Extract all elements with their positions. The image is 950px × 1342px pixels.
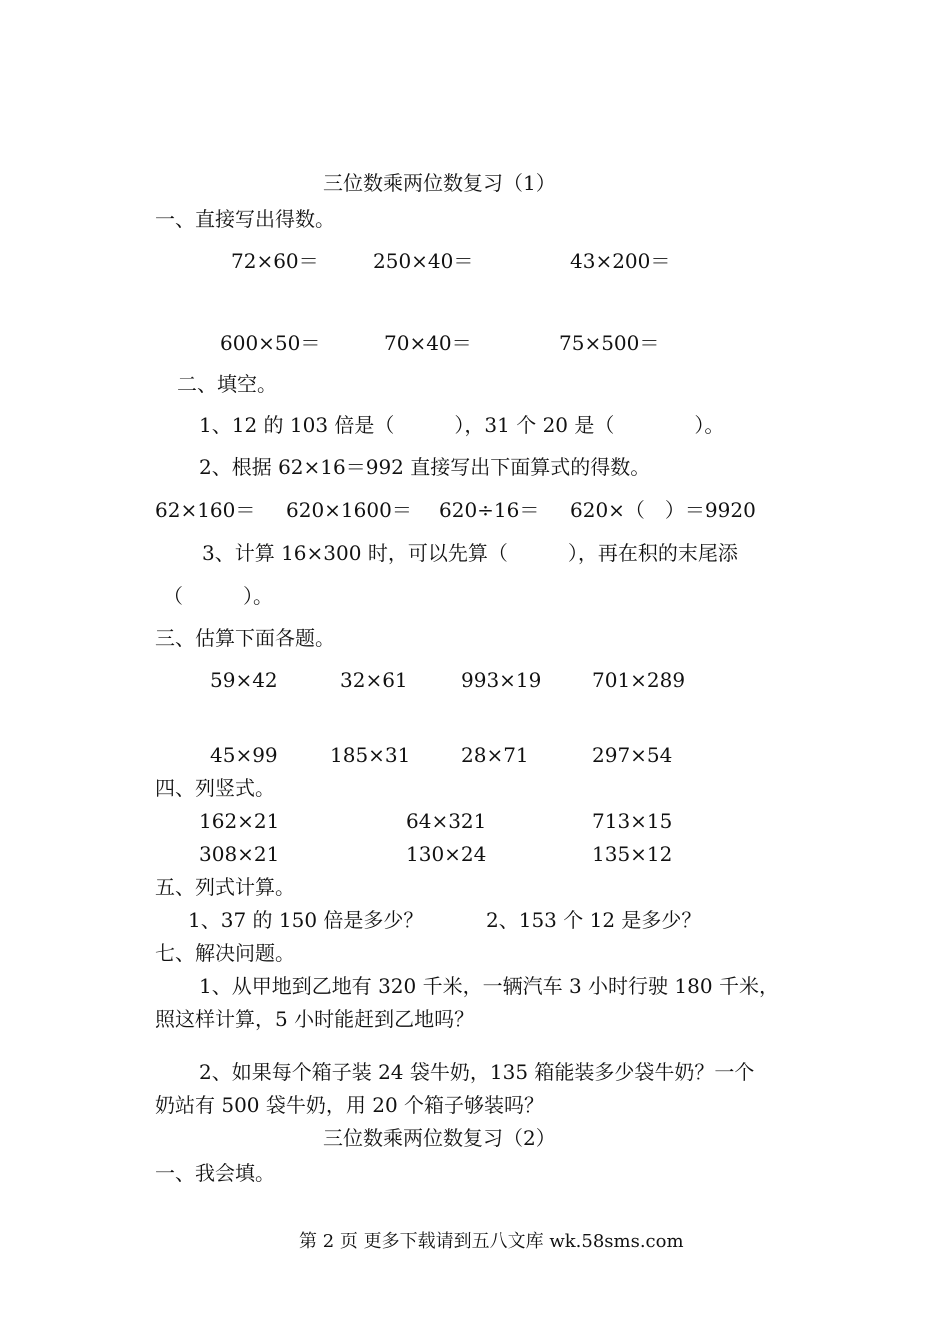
section-3-heading: 三、估算下面各题。: [155, 626, 335, 650]
oral-calc-item: 70×40＝: [384, 331, 472, 355]
problem-1-line-1: 1、从甲地到乙地有 320 千米，一辆汽车 3 小时行驶 180 千米，: [199, 974, 779, 998]
page-title-1: 三位数乘两位数复习（1）: [323, 171, 556, 195]
oral-calc-item: 72×60＝: [231, 249, 319, 273]
estimate-item: 701×289: [592, 668, 686, 692]
section-heading-fill: 一、我会填。: [155, 1161, 275, 1185]
formula-question-2: 2、153 个 12 是多少？: [486, 908, 702, 932]
problem-2-line-2: 奶站有 500 袋牛奶，用 20 个箱子够装吗？: [155, 1093, 545, 1117]
vertical-calc-item: 308×21: [199, 842, 280, 866]
estimate-item: 59×42: [210, 668, 278, 692]
estimate-item: 297×54: [592, 743, 673, 767]
oral-calc-item: 250×40＝: [373, 249, 474, 273]
vertical-calc-item: 135×12: [592, 842, 673, 866]
fill-item: 62×160＝: [155, 498, 256, 522]
fill-question-2: 2、根据 62×16＝992 直接写出下面算式的得数。: [199, 455, 651, 479]
section-4-heading: 四、列竖式。: [155, 776, 275, 800]
fill-question-1: 1、12 的 103 倍是（ ），31 个 20 是（ ）。: [199, 413, 725, 437]
estimate-item: 993×19: [461, 668, 542, 692]
fill-item: 620×1600＝: [286, 498, 412, 522]
fill-question-3: 3、计算 16×300 时，可以先算（ ），再在积的末尾添: [202, 541, 738, 565]
fill-question-3-continued: （ ）。: [163, 584, 273, 608]
problem-2-line-1: 2、如果每个箱子装 24 袋牛奶，135 箱能装多少袋牛奶？一个: [199, 1060, 755, 1084]
section-5-heading: 五、列式计算。: [155, 875, 295, 899]
problem-1-line-2: 照这样计算，5 小时能赶到乙地吗？: [155, 1007, 475, 1031]
section-2-heading: 二、填空。: [177, 372, 277, 396]
page-footer: 第 2 页 更多下载请到五八文库 wk.58sms.com: [299, 1231, 684, 1252]
estimate-item: 45×99: [210, 743, 278, 767]
fill-item: 620÷16＝: [439, 498, 540, 522]
formula-question-1: 1、37 的 150 倍是多少？: [188, 908, 424, 932]
vertical-calc-item: 162×21: [199, 809, 280, 833]
estimate-item: 32×61: [340, 668, 408, 692]
estimate-item: 185×31: [330, 743, 411, 767]
vertical-calc-item: 713×15: [592, 809, 673, 833]
vertical-calc-item: 64×321: [406, 809, 487, 833]
section-7-heading: 七、解决问题。: [155, 941, 295, 965]
section-1-heading: 一、直接写出得数。: [155, 207, 335, 231]
oral-calc-item: 600×50＝: [220, 331, 321, 355]
vertical-calc-item: 130×24: [406, 842, 487, 866]
oral-calc-item: 75×500＝: [559, 331, 660, 355]
oral-calc-item: 43×200＝: [570, 249, 671, 273]
page-title-2: 三位数乘两位数复习（2）: [323, 1126, 556, 1150]
fill-item: 620×（ ）＝9920: [570, 498, 756, 522]
estimate-item: 28×71: [461, 743, 529, 767]
